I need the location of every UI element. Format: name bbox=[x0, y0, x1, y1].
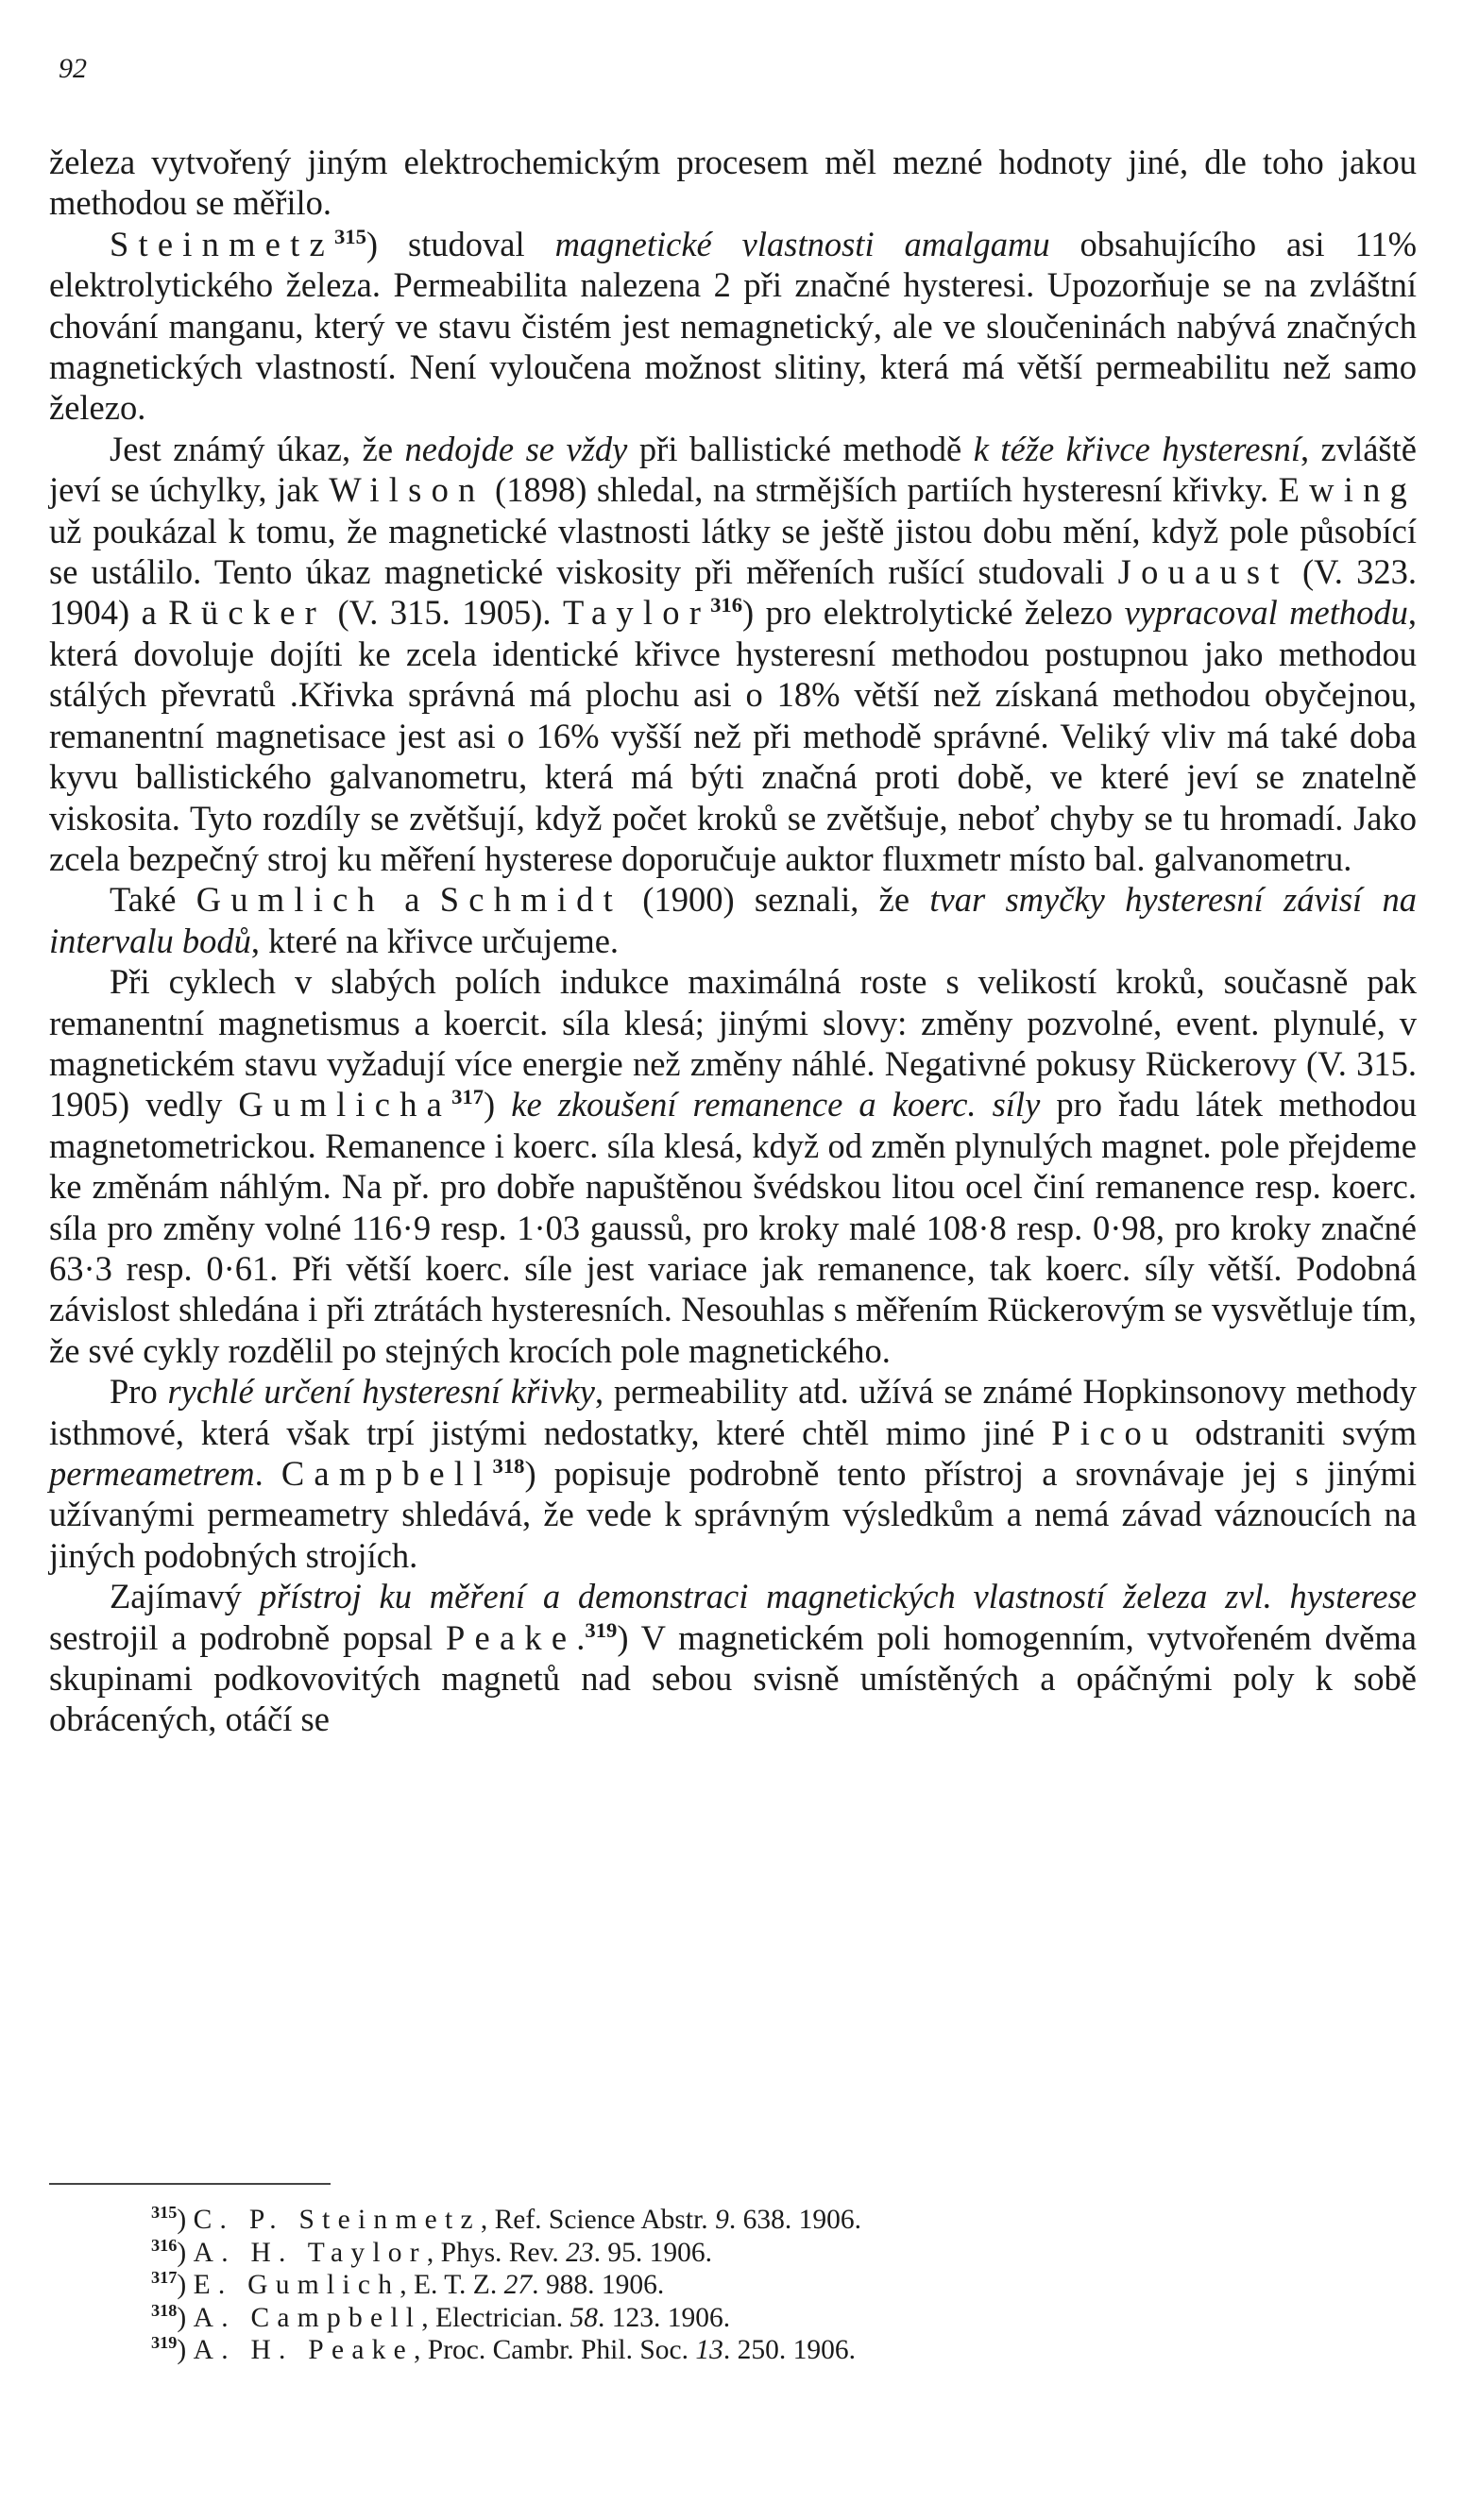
emphasis: ke zkoušení remanence a koerc. síly bbox=[511, 1085, 1041, 1125]
footnote-number: 318 bbox=[151, 2300, 178, 2320]
author-name: Gumlich bbox=[196, 880, 384, 920]
paragraph-2: Steinmetz$^{315}$) studoval magnetické vlastnosti amalgamu obsahujícího asi 11% elektrolytického železa. Permeabilita nalezena 2 při značné hysteresi. Upozorňuje se na zvláštní chování manganu, který ve stavu čistém jest nemagnetický, ale ve sloučeninách nabývá značných magnetických vlastností. Není vyloučena možnost slitiny, která má větší permeabilitu než samo železo. bbox=[49, 224, 1417, 428]
page-number: 92 bbox=[59, 53, 87, 84]
footnote-separator bbox=[49, 2183, 331, 2185]
footnote-author: E. Gumlich bbox=[193, 2270, 400, 2301]
author-name: Schmidt bbox=[439, 880, 622, 920]
emphasis: permeametrem bbox=[49, 1454, 255, 1493]
footnote-number: 319 bbox=[151, 2333, 178, 2353]
footnote: $^{316}$) A. H. Taylor, Phys. Rev. 23. 95. 1906. bbox=[151, 2235, 713, 2268]
footnotes bbox=[151, 2204, 861, 2367]
paragraph-5: Při cyklech v slabých polích indukce maximálná roste s velikostí kroků, současně pak remanentní magnetismus a koercit. síla klesá; jinými slovy: změny pozvolné, event. plynulé, v magnetickém stavu vyžadují více energie než změny náhlé. Negativné pokusy Rückerovy (V. 315. 1905) vedly Gumlicha$^{317}$) ke zkoušení remanence a koerc. síly pro řadu látek methodou magnetometrickou. Remanence i koerc. síla klesá, když od změn plynulých magnet. pole přejdeme ke změnám náhlým. Na př. pro dobře napuštěnou švédskou litou ocel činí remanence resp. koerc. síla pro změny volné 116·9 resp. 1·03 gaussů, pro kroky malé 108·8 resp. 0·98, pro kroky značné 63·3 resp. 0·61. Při větší koerc. síle jest variace jak remanence, tak koerc. síly větší. Podobná závislost shledána i při ztrátách hysteresních. Nesouhlas s měřením Rückerovým se vysvětluje tím, že své cykly rozdělil po stejných krocích pole magnetického. bbox=[49, 962, 1418, 1370]
footnote-volume: 58 bbox=[570, 2302, 599, 2333]
author-name: Picou bbox=[1051, 1412, 1179, 1452]
author-name: Campbell bbox=[280, 1454, 493, 1493]
author-name: Ewing bbox=[1278, 470, 1418, 510]
footnote: $^{319}$) A. H. Peake, Proc. Cambr. Phil. Soc. 13. 250. 1906. bbox=[151, 2333, 856, 2366]
author-name: Peake bbox=[446, 1617, 577, 1657]
footnote-volume: 27 bbox=[503, 2270, 533, 2301]
paragraph-7: Zajímavý přístroj ku měření a demonstraci magnetických vlastností železa zvl. hysterese sestrojil a podrobně popsal Peake.$^{319}$) V magnetickém poli homogenním, vytvořeném dvěma skupinami podkovovitých magnetů nad sebou svisně umístěných a opáčnými poly k sobě obrácených, otáčí se bbox=[49, 1577, 1417, 1739]
footnote: $^{317}$) E. Gumlich, E. T. Z. 27. 988. 1906. bbox=[151, 2268, 665, 2301]
paragraph-6: Pro rychlé určení hysteresní křivky, permeability atd. užívá se známé Hopkinsonovy methody isthmové, která však trpí jistými nedostatky, které chtěl mimo jiné Picou odstraniti svým permeametrem. Campbell$^{318}$) popisuje podrobně tento přístroj a srovnávaje jej s jinými užívanými permeametry shledává, že vede k správným výsledkům a nemá závad váznoucích na jiných podobných strojích. bbox=[49, 1372, 1418, 1575]
emphasis: vypracoval methodu bbox=[1124, 593, 1408, 633]
emphasis: přístroj ku měření a demonstraci magnetických vlastností železa zvl. hysterese bbox=[259, 1577, 1417, 1616]
footnote: $^{318}$) A. Campbell, Electrician. 58. 123. 1906. bbox=[151, 2300, 731, 2333]
footnote-ref[interactable]: 318 bbox=[492, 1453, 525, 1478]
paragraph-4: Také Gumlich a Schmidt (1900) seznali, že tvar smyčky hysteresní závisí na intervalu bodů, které na křivce určujeme. bbox=[49, 880, 1417, 960]
footnote-volume: 9 bbox=[715, 2205, 729, 2235]
body-text bbox=[49, 142, 1417, 1740]
author-name: Rücker bbox=[168, 593, 327, 633]
footnote-number: 316 bbox=[151, 2235, 178, 2255]
footnote-ref[interactable]: 315 bbox=[333, 224, 366, 248]
footnote-ref[interactable]: 319 bbox=[585, 1617, 618, 1642]
author-name: Jouaust bbox=[1117, 552, 1289, 592]
footnote-number: 317 bbox=[151, 2268, 178, 2288]
emphasis: rychlé určení hysteresní křivky bbox=[167, 1372, 595, 1412]
paragraph-3: Jest známý úkaz, že nedojde se vždy při ballistické methodě k téže křivce hysteresní, zvláště jeví se úchylky, jak Wilson (1898) shledal, na strmějších partiích hysteresní křivky. Ewing už poukázal k tomu, že magnetické vlastnosti látky se ještě jistou dobu mění, když pole působící se ustálilo. Tento úkaz magnetické viskosity při měřeních rušící studovali Jouaust (V. 323. 1904) a Rücker (V. 315. 1905). Taylor$^{316}$) pro elektrolytické železo vypracoval methodu, která dovoluje dojíti ke zcela identické křivce hysteresní methodou postupnou jako methodou stálých převratů .Křivka správná má plochu asi o 18% větší než získaná methodou obyčejnou, remanentní magnetisace jest asi o 16% vyšší než při methodě správné. Veliký vliv má také doba kyvu ballistického galvanometru, která má býti značná proti době, ve které jeví se znatelně viskosita. Tyto rozdíly se zvětšují, když počet kroků se zvětšuje, neboť chyby se tu hromadí. Jako zcela bezpečný stroj ku měření hysterese doporučuje auktor fluxmetr místo bal. galvanometru. bbox=[49, 429, 1418, 878]
footnote-number: 315 bbox=[151, 2203, 178, 2223]
footnote-author: A. H. Peake bbox=[193, 2335, 415, 2366]
footnote-author: C. P. Steinmetz bbox=[193, 2205, 481, 2235]
author-name: Wilson bbox=[329, 470, 485, 510]
author-name: Steinmetz bbox=[110, 224, 334, 263]
emphasis: nedojde se vždy bbox=[404, 429, 628, 468]
emphasis: k téže křivce hysteresní bbox=[973, 429, 1300, 468]
footnote-ref[interactable]: 317 bbox=[451, 1085, 484, 1109]
author-name: Gumlicha bbox=[238, 1085, 452, 1125]
emphasis: tvar smyčky hysteresní závisí na intervalu bodů bbox=[49, 880, 1417, 960]
emphasis: magnetické vlastnosti amalgamu bbox=[554, 224, 1050, 263]
footnote-ref[interactable]: 316 bbox=[710, 593, 743, 617]
footnote-volume: 13 bbox=[695, 2335, 723, 2366]
paragraph-1: železa vytvořený jiným elektrochemickým procesem měl mezné hodnoty jiné, dle toho jakou methodou se měřilo. bbox=[49, 143, 1417, 223]
footnote: $^{315}$) C. P. Steinmetz, Ref. Science Abstr. 9. 638. 1906. bbox=[151, 2203, 861, 2235]
author-name: Taylor bbox=[563, 593, 711, 633]
footnote-author: A. Campbell bbox=[193, 2302, 422, 2333]
footnote-volume: 23 bbox=[566, 2237, 594, 2268]
footnote-author: A. H. Taylor bbox=[193, 2237, 427, 2268]
